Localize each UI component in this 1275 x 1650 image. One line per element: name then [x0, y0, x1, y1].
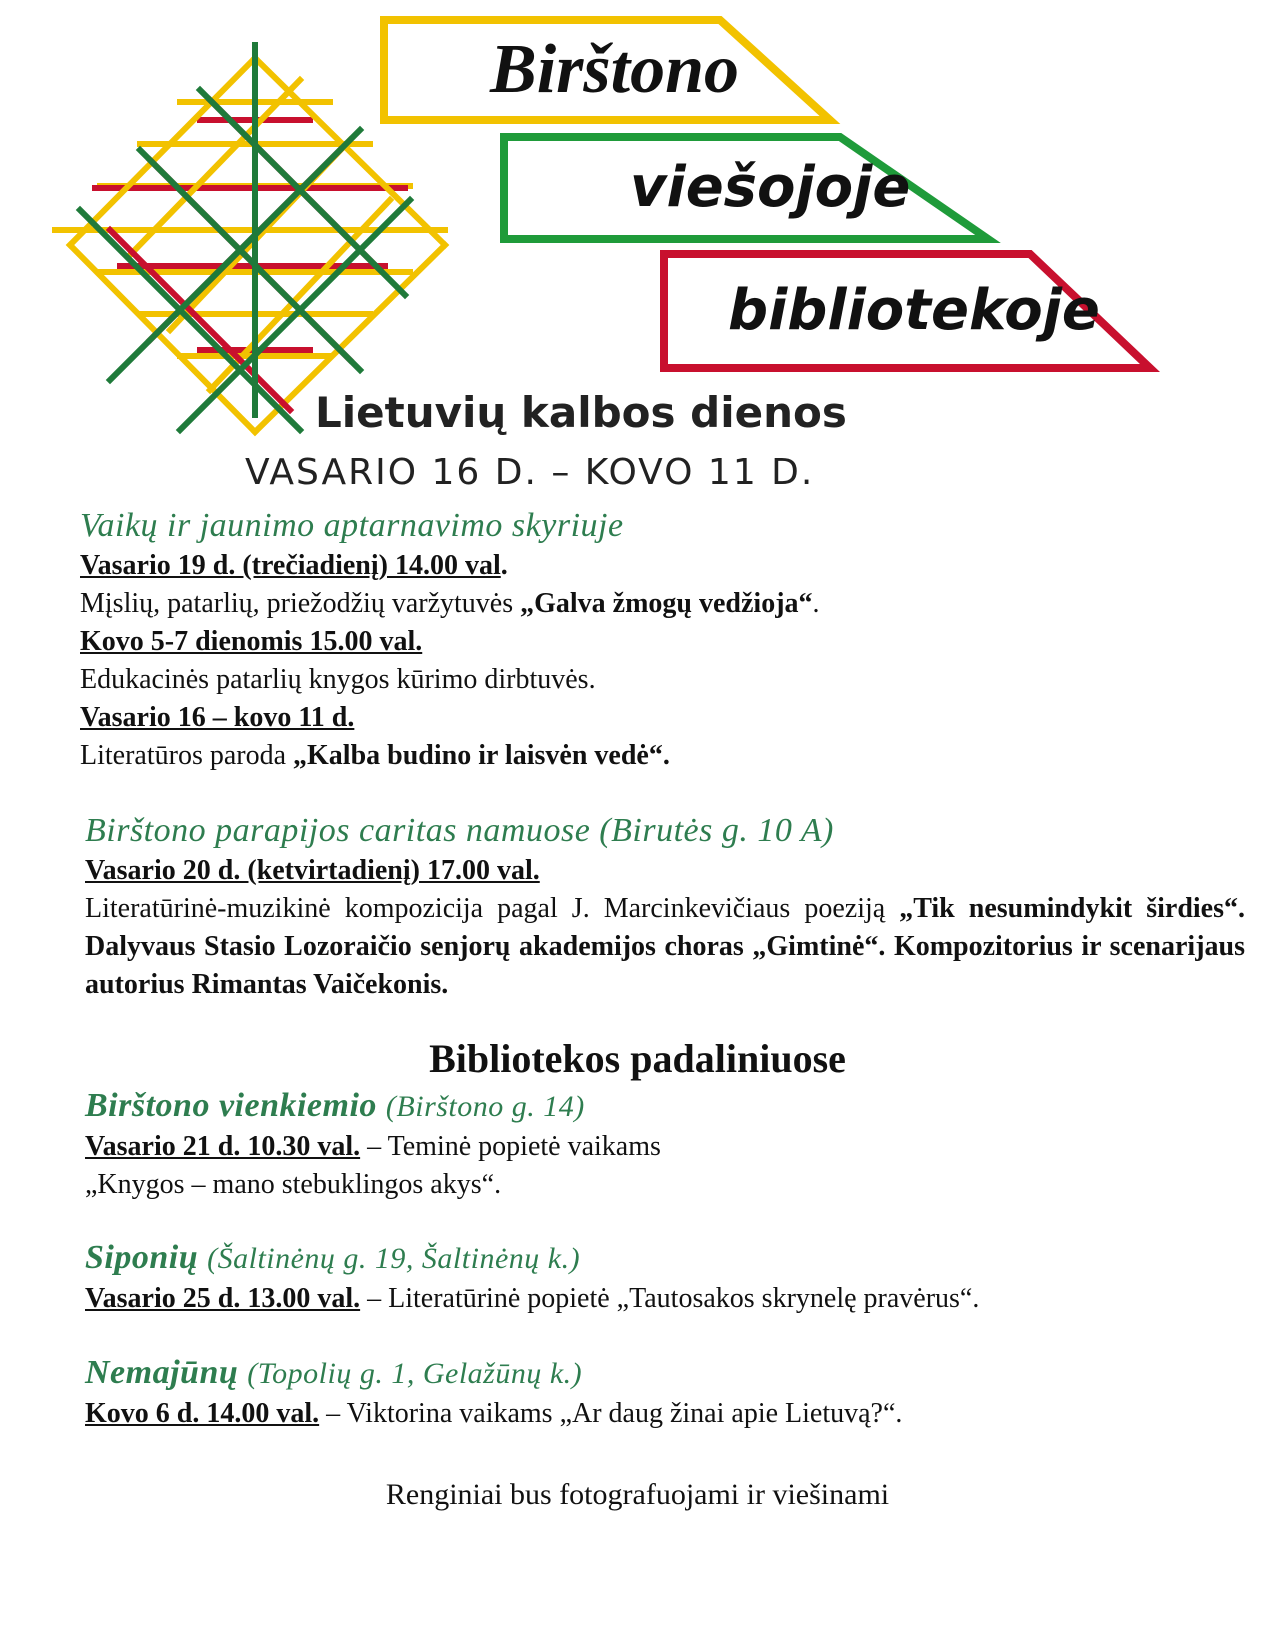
event-when: Vasario 20 d. (ketvirtadienį) 17.00 val. — [85, 855, 540, 886]
event-desc: Mįslių, patarlių, priežodžių varžytuvės „Galva žmogų vedžioja“. — [80, 588, 820, 619]
banner-birstono — [380, 16, 870, 126]
event-desc: Literatūrinė-muzikinė kompozicija pagal J. Marcinkevičiaus poeziją „Tik nesumindykit širdies“. Dalyvaus Stasio Lozoraičio senjorų akademijos choras „Gimtinė“. Kompozitorius ir scenarijaus autorius Rimantas Vaičekonis. — [85, 893, 1245, 1000]
branch-title: Birštono vienkiemio (Birštono g. 14) — [85, 1087, 585, 1124]
section-title: Vaikų ir jaunimo aptarnavimo skyriuje — [80, 507, 624, 544]
event-when: Vasario 19 d. (trečiadienį) 14.00 val. — [80, 550, 508, 581]
branch-title: Nemajūnų (Topolių g. 1, Gelažūnų k.) — [85, 1354, 583, 1391]
banner-bibliotekoje — [660, 250, 1180, 372]
branch-siponiu — [85, 1237, 1245, 1318]
event-desc: Literatūros paroda „Kalba budino ir laisvėn vedė“. — [80, 740, 670, 771]
event-when: Kovo 6 d. 14.00 val. – Viktorina vaikams „Ar daug žinai apie Lietuvą?“. — [85, 1398, 903, 1429]
section-children — [80, 505, 1240, 775]
branch-nemajunu — [85, 1352, 1245, 1433]
banner-title-1: Birštono — [490, 31, 739, 108]
branch-title: Siponių (Šaltinėnų g. 19, Šaltinėnų k.) — [85, 1239, 581, 1276]
footer-note: Renginiai bus fotografuojami ir viešinami — [385, 1478, 890, 1511]
section-caritas — [85, 810, 1245, 1004]
event-series-title: Lietuvių kalbos dienos — [315, 388, 847, 437]
banner-viesojoje — [500, 133, 1040, 253]
branches-heading: Bibliotekos padaliniuose — [429, 1036, 846, 1081]
branch-birstono-vienkiemio — [85, 1085, 1245, 1204]
event-desc: „Knygos – mano stebuklingos akys“. — [85, 1169, 502, 1200]
banner-title-2: viešojoje — [630, 155, 911, 220]
section-title: Birštono parapijos caritas namuose (Birutės g. 10 A) — [85, 812, 834, 849]
event-series-dates: VASARIO 16 D. – KOVO 11 D. — [245, 452, 815, 493]
event-desc: Edukacinės patarlių knygos kūrimo dirbtuvės. — [80, 664, 596, 695]
event-when: Vasario 25 d. 13.00 val. – Literatūrinė popietė „Tautosakos skrynelę pravėrus“. — [85, 1283, 980, 1314]
event-when: Vasario 21 d. 10.30 val. – Teminė popietė vaikams — [85, 1131, 661, 1162]
event-when: Kovo 5-7 dienomis 15.00 val. — [80, 626, 423, 657]
banner-title-3: bibliotekoje — [728, 278, 1100, 343]
event-when: Vasario 16 – kovo 11 d. — [80, 702, 355, 733]
